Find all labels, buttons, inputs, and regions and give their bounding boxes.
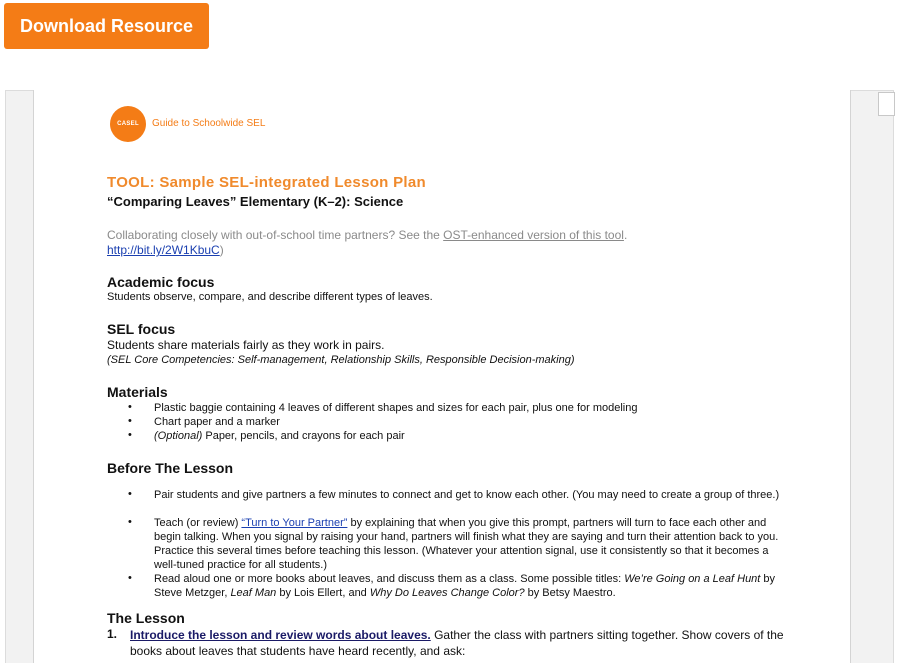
lesson-subtitle: “Comparing Leaves” Elementary (K–2): Science: [107, 194, 404, 209]
bullet: •: [128, 429, 132, 441]
casel-logo-icon: CASEL: [110, 106, 146, 142]
lesson-step: Introduce the lesson and review words about leaves. Gather the class with partners sitting together. Show covers of the books about leaves that students have heard recently, and ask:: [130, 628, 784, 658]
materials-item: Chart paper and a marker: [154, 416, 280, 428]
before-item: Read aloud one or more books about leaves, and discuss them as a class. Some possible titles: We’re Going on a Leaf Hunt by Steve Metzger, Leaf Man by Lois Ellert, and Why Do Leaves Change Color? by Betsy Maestro.: [154, 573, 776, 599]
collab-note: Collaborating closely with out-of-school time partners? See the OST-enhanced version of this tool.: [107, 228, 628, 242]
url-line: http://bit.ly/2W1KbuC): [107, 243, 224, 257]
bullet: •: [128, 401, 132, 413]
document-page: [33, 90, 851, 663]
logo-text: Guide to Schoolwide SEL: [152, 118, 266, 129]
ost-version-link[interactable]: OST-enhanced version of this tool: [443, 228, 624, 242]
academic-focus-heading: Academic focus: [107, 274, 215, 290]
step-number: 1.: [107, 627, 118, 641]
the-lesson-heading: The Lesson: [107, 610, 185, 626]
materials-item: Plastic baggie containing 4 leaves of different shapes and sizes for each pair, plus one for modeling: [154, 402, 638, 414]
bullet: •: [128, 572, 132, 584]
turn-to-partner-link[interactable]: “Turn to Your Partner”: [241, 517, 348, 529]
tool-title: TOOL: Sample SEL-integrated Lesson Plan: [107, 174, 426, 191]
sel-focus-text: Students share materials fairly as they work in pairs.: [107, 338, 385, 352]
download-resource-button[interactable]: Download Resource: [4, 3, 209, 49]
before-item: Teach (or review) “Turn to Your Partner” by explaining that when you give this prompt, partners will turn to face each other and begin talking. When you signal by raising your hand, partners will finish what they are saying and turn their attention back to you. Practice this several times before teaching this lesson. (Whatever your attention signal, use it consistently so that it becomes a well-tuned practice for all students.): [154, 517, 779, 571]
bitly-link[interactable]: http://bit.ly/2W1KbuC: [107, 243, 220, 257]
before-item: Pair students and give partners a few minutes to connect and get to know each other. (You may need to create a group of three.): [154, 489, 780, 501]
bullet: •: [128, 516, 132, 528]
sel-competencies: (SEL Core Competencies: Self-management, Relationship Skills, Responsible Decision-making): [107, 354, 575, 366]
academic-focus-text: Students observe, compare, and describe different types of leaves.: [107, 291, 433, 303]
materials-heading: Materials: [107, 384, 168, 400]
before-lesson-heading: Before The Lesson: [107, 460, 234, 476]
bullet: •: [128, 488, 132, 500]
sel-focus-heading: SEL focus: [107, 321, 176, 337]
viewer-side-control[interactable]: [878, 92, 895, 116]
bullet: •: [128, 415, 132, 427]
materials-item: (Optional) Paper, pencils, and crayons for each pair: [154, 430, 405, 442]
